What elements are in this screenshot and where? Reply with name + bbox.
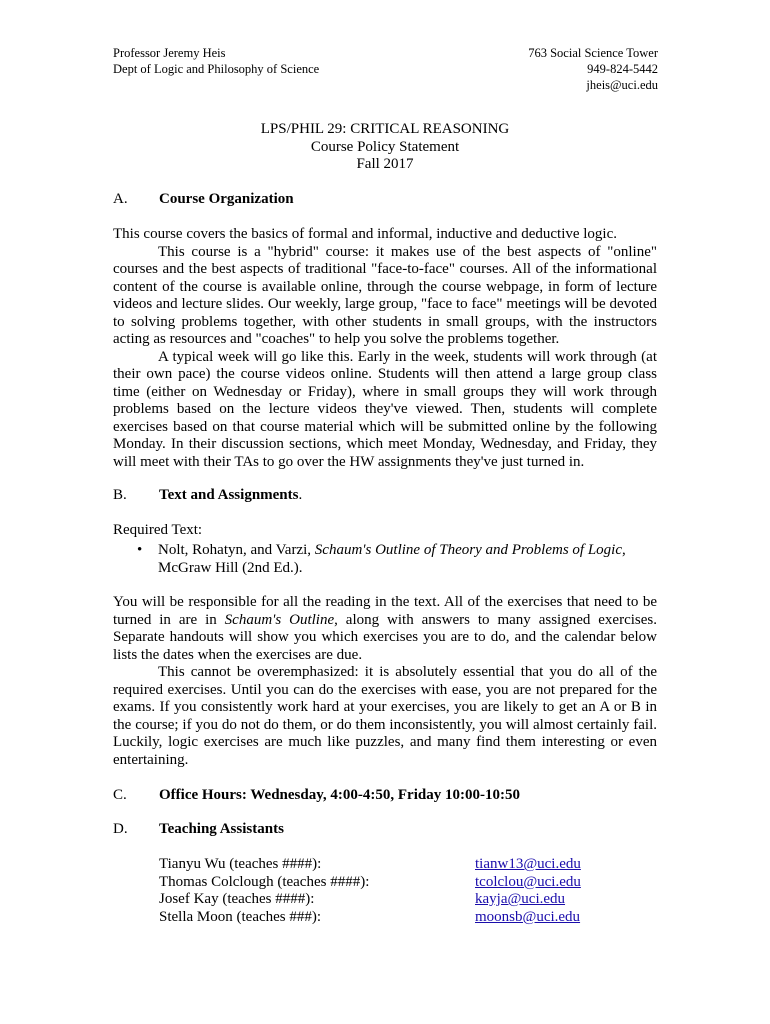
ta-row xyxy=(159,856,659,874)
label-text: Required Text: xyxy=(113,522,203,538)
phone-number: 949-824-5442 xyxy=(587,62,658,76)
bullet-icon: • xyxy=(137,542,143,558)
section-title: Course Organization xyxy=(159,191,294,207)
section-title: Teaching Assistants xyxy=(159,821,284,837)
ta-name: Josef Kay (teaches ####): xyxy=(159,891,315,907)
section-letter: A. xyxy=(113,191,128,207)
text-run: , along with answers to many assigned exercises. Separate handouts will show you which exercises you are to do, and the calendar below lists the dates when the exercises are due. xyxy=(113,611,657,663)
ta-email-link[interactable]: tcolclou@uci.edu xyxy=(475,873,581,890)
textbook-citation xyxy=(158,542,657,577)
book-title: Schaum's Outline of Theory and Problems of Logic xyxy=(314,542,623,558)
paragraph: This course covers the basics of formal and informal, inductive and deductive logic. xyxy=(113,226,618,242)
section-c-heading xyxy=(113,787,520,805)
book-authors: Nolt, Rohatyn, and Varzi, xyxy=(158,542,315,558)
professor-name: Professor Jeremy Heis xyxy=(113,46,226,60)
term: Fall 2017 xyxy=(356,156,414,172)
section-a-heading xyxy=(113,191,294,209)
paragraph: A typical week will go like this. Early in the week, students will work through (at their own pace) the course videos online. Students will then attend a large group class time (either on Wednesday or Friday), where in small groups they will work through problems based on the lecture videos they've viewed. Then, students will complete exercises based on that course material which will be submitted online by the following Monday. In their discussion sections, which meet Monday, Wednesday, and Friday, they will meet with their TAs to go over the HW assignments they've just turned in. xyxy=(113,348,657,470)
ta-name: Thomas Colclough (teaches ####): xyxy=(159,873,370,890)
book-short-title: Schaum's Outline xyxy=(224,611,335,628)
section-letter: C. xyxy=(113,787,127,803)
department: Dept of Logic and Philosophy of Science xyxy=(113,62,320,76)
ta-email-link[interactable]: tianw13@uci.edu xyxy=(475,856,581,872)
office-hours-times: : Wednesday, 4:00-4:50, Friday 10:00-10:50 xyxy=(241,787,520,803)
ta-row xyxy=(159,874,659,892)
section-b-body xyxy=(113,594,657,769)
contact-info xyxy=(528,45,658,93)
ta-name: Stella Moon (teaches ###): xyxy=(159,908,322,925)
paragraph: This cannot be overemphasized: it is absolutely essential that you do all of the required exercises. Until you can do the exercises with ease, you are not prepared for the exams. If you consistently work hard at your exercises, you are likely to get an A or B in the course; if you do not do them, or do them inconsistently, you will almost certainly fail. Luckily, logic exercises are much like puzzles, and many find them interesting or even entertaining. xyxy=(113,664,657,768)
course-title: LPS/PHIL 29: CRITICAL REASONING xyxy=(260,121,510,137)
office-address: 763 Social Science Tower xyxy=(528,46,658,60)
email-address: jheis@uci.edu xyxy=(586,78,658,92)
book-publisher: , McGraw Hill (2nd Ed.). xyxy=(158,542,626,576)
paragraph: This course is a "hybrid" course: it makes use of the best aspects of "online" courses and the best aspects of traditional "face-to-face" courses. All of the informational content of the course is available online, through the course webpage, in form of lecture videos and lecture slides. Our weekly, large group, "face to face" meetings will be devoted to solving problems together, with other students in small groups, with the instructors acting as resources and "coaches" to help you solve the problems together. xyxy=(113,243,657,347)
text-run: You will be responsible for all the reading in the text. All of the exercises that need to be turned in are in xyxy=(113,594,657,628)
document-subtitle: Course Policy Statement xyxy=(310,138,460,155)
ta-name: Tianyu Wu (teaches ####): xyxy=(159,856,322,872)
section-title: Text and Assignments xyxy=(159,487,299,503)
professor-info xyxy=(113,45,319,77)
section-b-heading xyxy=(113,487,302,505)
document-title xyxy=(0,121,770,174)
required-text-label xyxy=(113,522,657,540)
textbook-bullet xyxy=(137,542,657,577)
section-letter: D. xyxy=(113,821,128,837)
section-title: Office Hours xyxy=(159,787,242,803)
heading-period: . xyxy=(298,487,303,503)
section-d-heading xyxy=(113,821,284,839)
paragraph xyxy=(113,594,657,664)
ta-email-link[interactable]: moonsb@uci.edu xyxy=(475,908,581,925)
ta-row xyxy=(159,891,659,909)
section-letter: B. xyxy=(113,487,127,503)
section-a-body xyxy=(113,226,657,471)
ta-email-link[interactable]: kayja@uci.edu xyxy=(475,891,566,907)
ta-row xyxy=(159,909,659,927)
